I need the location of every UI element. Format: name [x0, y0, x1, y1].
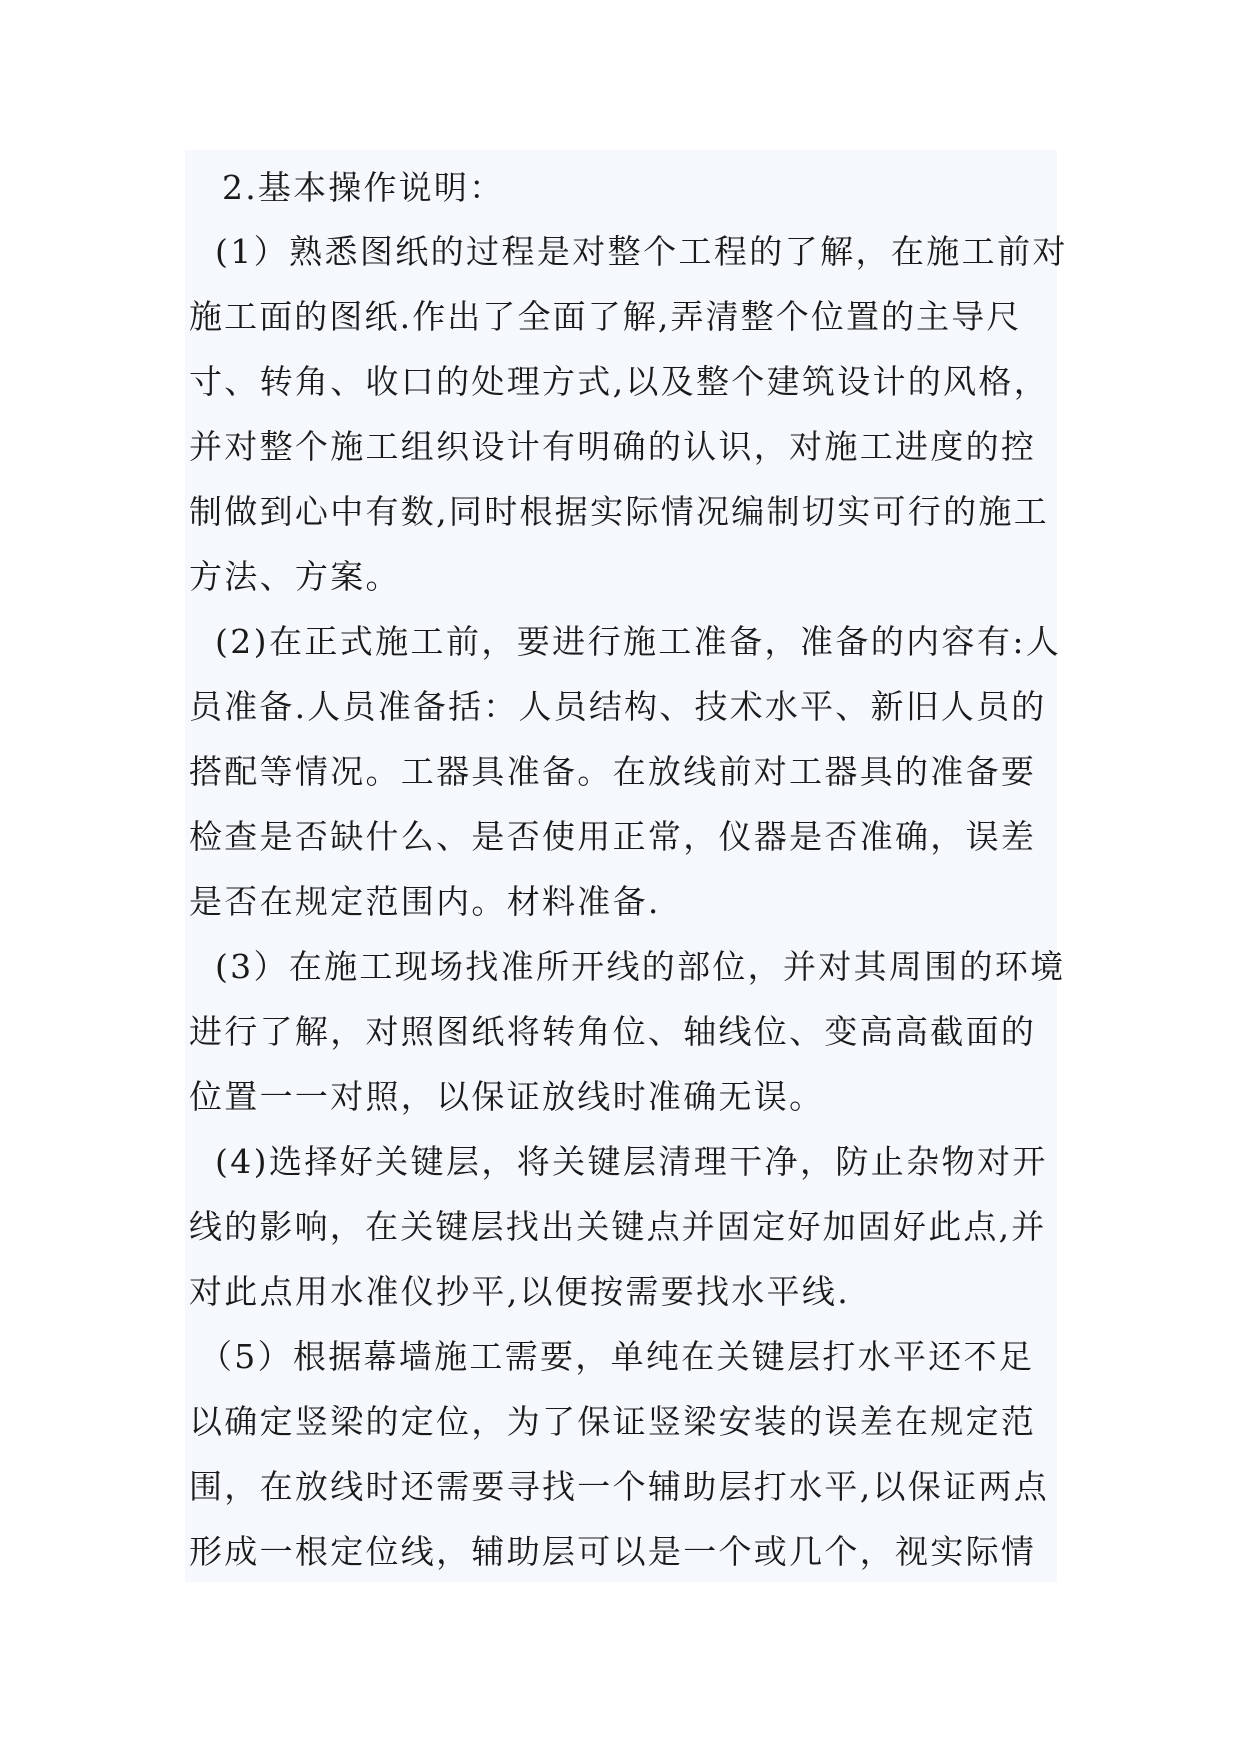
section-heading: 2.基本操作说明： [222, 168, 505, 207]
paragraph-line: 线的影响，在关键层找出关键点并固定好加固好此点,并 [189, 1207, 1047, 1246]
paragraph-line: 是否在规定范围内。材料准备. [189, 882, 661, 921]
paragraph-line: 员准备.人员准备括：人员结构、技术水平、新旧人员的 [189, 687, 1047, 726]
paragraph-line: (1）熟悉图纸的过程是对整个工程的了解，在施工前对 [215, 232, 1068, 271]
paragraph-line: 位置一一对照，以保证放线时准确无误。 [189, 1077, 825, 1116]
paragraph-line: (3）在施工现场找准所开线的部位，并对其周围的环境 [215, 947, 1066, 986]
paragraph-line: 并对整个施工组织设计有明确的认识，对施工进度的控 [189, 427, 1037, 466]
paragraph-line: 对此点用水准仪抄平,以便按需要找水平线. [189, 1272, 850, 1311]
paragraph-line: (4)选择好关键层，将关键层清理干净，防止杂物对开 [215, 1142, 1048, 1181]
paragraph-line: 形成一根定位线，辅助层可以是一个或几个，视实际情 [189, 1532, 1037, 1571]
paragraph-line: 搭配等情况。工器具准备。在放线前对工器具的准备要 [189, 752, 1037, 791]
paragraph-line: 方法、方案。 [189, 557, 401, 596]
paragraph-line: （5）根据幕墙施工需要，单纯在关键层打水平还不足 [199, 1337, 1035, 1376]
paragraph-line: 寸、转角、收口的处理方式,以及整个建筑设计的风格， [189, 362, 1049, 401]
paragraph-line: 进行了解，对照图纸将转角位、轴线位、变高高截面的 [189, 1012, 1037, 1051]
text-block [185, 150, 1068, 1582]
paragraph-line: 制做到心中有数,同时根据实际情况编制切实可行的施工 [189, 492, 1049, 531]
paragraph-line: 围，在放线时还需要寻找一个辅助层打水平,以保证两点 [189, 1467, 1049, 1506]
paragraph-line: (2)在正式施工前，要进行施工准备，准备的内容有:人 [215, 622, 1062, 661]
paragraph-line: 施工面的图纸.作出了全面了解,弄清整个位置的主导尺 [189, 297, 1022, 336]
paragraph-line: 以确定竖梁的定位，为了保证竖梁安装的误差在规定范 [189, 1402, 1037, 1441]
paragraph-line: 检查是否缺什么、是否使用正常，仪器是否准确，误差 [189, 817, 1037, 856]
